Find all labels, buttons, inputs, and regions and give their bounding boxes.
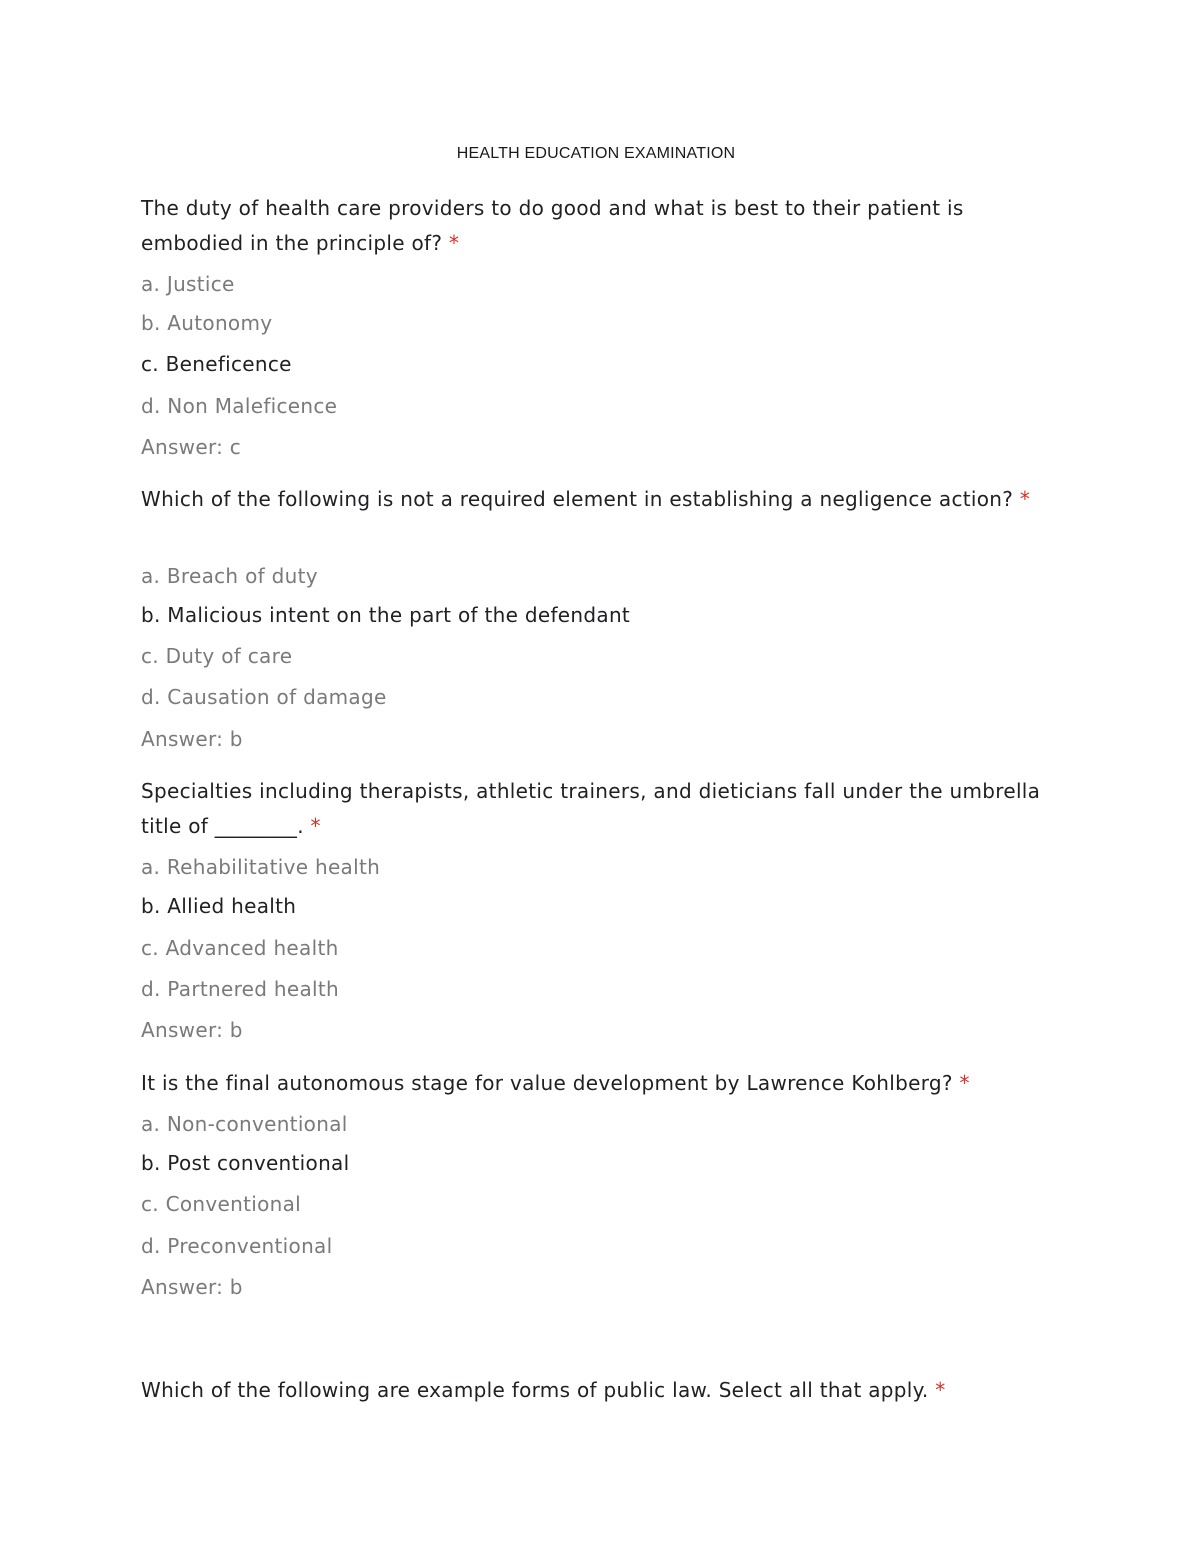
option-d: d. Non Maleficence [141, 394, 338, 418]
option-a: a. Breach of duty [141, 564, 318, 588]
required-asterisk: * [310, 814, 321, 838]
option-d: d. Causation of damage [141, 685, 387, 709]
answer-line: Answer: b [141, 1275, 243, 1299]
option-a: a. Non-conventional [141, 1112, 348, 1136]
answer-line: Answer: b [141, 727, 243, 751]
question-2 [141, 482, 1061, 517]
option-b-correct: b. Allied health [141, 894, 297, 918]
option-c: c. Duty of care [141, 644, 293, 668]
document-title: HEALTH EDUCATION EXAMINATION [456, 145, 736, 162]
required-asterisk: * [959, 1071, 970, 1095]
required-asterisk: * [935, 1378, 946, 1402]
option-d: d. Partnered health [141, 977, 340, 1001]
option-c: c. Conventional [141, 1192, 302, 1216]
question-text: It is the final autonomous stage for value development by Lawrence Kohlberg? * [141, 1071, 970, 1095]
option-b-correct: b. Malicious intent on the part of the defendant [141, 603, 631, 627]
option-d: d. Preconventional [141, 1234, 333, 1258]
question-5 [141, 1373, 1061, 1408]
option-a: a. Justice [141, 272, 235, 296]
option-b-correct: b. Post conventional [141, 1151, 350, 1175]
required-asterisk: * [1019, 487, 1031, 511]
question-text: The duty of health care providers to do good and what is best to their patient is embodied in the principle of? * [141, 196, 964, 255]
answer-line: Answer: b [141, 1018, 243, 1042]
question-3 [141, 774, 1061, 844]
option-a: a. Rehabilitative health [141, 855, 381, 879]
option-c-correct: c. Beneficence [141, 352, 292, 376]
question-1 [141, 191, 1061, 261]
option-b: b. Autonomy [141, 311, 273, 335]
question-text: Which of the following are example forms of public law. Select all that apply. * [141, 1378, 946, 1402]
option-c: c. Advanced health [141, 936, 339, 960]
required-asterisk: * [448, 231, 460, 255]
question-4 [141, 1066, 1061, 1101]
question-text: Specialties including therapists, athletic trainers, and dieticians fall under the umbrella title of ________. * [141, 779, 1041, 838]
question-text: Which of the following is not a required element in establishing a negligence action? * [141, 487, 1031, 511]
answer-line: Answer: c [141, 435, 242, 459]
